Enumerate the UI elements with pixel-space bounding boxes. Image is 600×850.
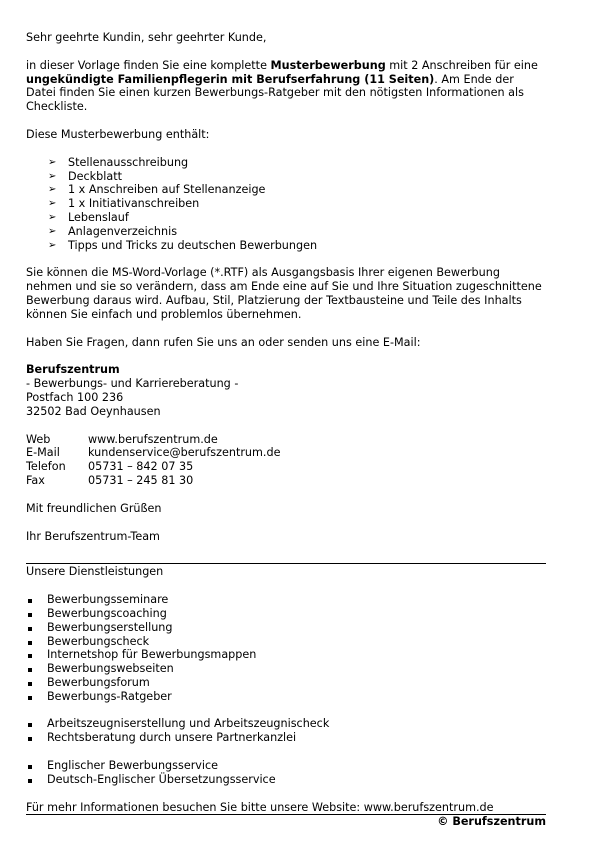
signature: Ihr Berufszentrum-Team — [26, 529, 160, 543]
list-item: Bewerbungswebseiten — [26, 662, 546, 676]
company-name: Berufszentrum — [26, 363, 120, 377]
document-page — [26, 31, 546, 829]
company-city: 32502 Bad Oeynhausen — [26, 404, 161, 418]
list-item: Rechtsberatung durch unsere Partnerkanzlei — [26, 731, 546, 745]
list-item: Bewerbungserstellung — [26, 621, 546, 635]
arrow-bullet-icon: ➢ — [48, 198, 57, 210]
services-list — [26, 593, 546, 703]
usage-paragraph: Sie können die MS-Word-Vorlage (*.RTF) als Ausgangsbasis Ihrer eigenen Bewerbung nehmen und sie so verändern, dass am Ende eine auf Sie und Ihre Situation zugeschnittene Bewerbung daraus wird. Aufbau, Stil, Platzierung der Textbausteine und Teile des Inhalts können Sie einfach und problemlos übernehmen. — [26, 266, 542, 321]
square-bullet-icon — [28, 641, 32, 645]
square-bullet-icon — [28, 779, 32, 783]
table-row: Fax 05731 – 245 81 30 — [26, 474, 280, 488]
list-item: Bewerbungscoaching — [26, 607, 546, 621]
arrow-bullet-icon: ➢ — [48, 225, 57, 237]
services-list-english — [26, 759, 546, 787]
list-item: Bewerbungsseminare — [26, 593, 546, 607]
list-item: Bewerbungscheck — [26, 635, 546, 649]
intro-paragraph — [26, 59, 546, 114]
intro-text-1: in dieser Vorlage finden Sie eine komplette — [26, 58, 271, 72]
table-row: Web www.berufszentrum.de — [26, 433, 280, 447]
square-bullet-icon — [28, 765, 32, 769]
services-heading: Unsere Dienstleistungen — [26, 565, 164, 579]
table-row: E-Mail kundenservice@berufszentrum.de — [26, 446, 281, 460]
square-bullet-icon — [28, 654, 32, 658]
list-item: Internetshop für Bewerbungsmappen — [26, 648, 546, 662]
closing: Mit freundlichen Grüßen — [26, 501, 162, 515]
list-item: ➢ Stellenausschreibung — [48, 155, 189, 169]
contents-list — [26, 156, 546, 253]
arrow-bullet-icon: ➢ — [48, 239, 57, 251]
services-list-legal — [26, 717, 546, 745]
square-bullet-icon — [28, 668, 32, 672]
email-link[interactable]: kundenservice@berufszentrum.de — [88, 446, 281, 460]
list-item: ➢ 1 x Anschreiben auf Stellenanzeige — [48, 183, 266, 197]
phone-number: 05731 – 842 07 35 — [88, 460, 194, 474]
square-bullet-icon — [28, 627, 32, 631]
list-item: Arbeitszeugniserstellung und Arbeitszeugnischeck — [26, 717, 546, 731]
list-item: Bewerbungsforum — [26, 676, 546, 690]
intro-text-3: . Am Ende der Datei finden Sie einen kurzen Bewerbungs-Ratgeber mit den nötigsten Informationen als Checkliste. — [26, 72, 524, 114]
contents-heading: Diese Musterbewerbung enthält: — [26, 127, 210, 141]
square-bullet-icon — [28, 696, 32, 700]
arrow-bullet-icon: ➢ — [48, 170, 57, 182]
fax-number: 05731 – 245 81 30 — [88, 473, 194, 487]
company-tagline: - Bewerbungs- und Karriereberatung - — [26, 377, 239, 391]
company-street: Postfach 100 236 — [26, 390, 124, 404]
intro-text-2: mit 2 Anschreiben für eine — [385, 58, 538, 72]
questions-paragraph: Haben Sie Fragen, dann rufen Sie uns an oder senden uns eine E-Mail: — [26, 335, 421, 349]
contact-table — [26, 433, 280, 488]
square-bullet-icon — [28, 613, 32, 617]
website-link[interactable]: www.berufszentrum.de — [88, 432, 218, 446]
table-row: Telefon 05731 – 842 07 35 — [26, 460, 280, 474]
square-bullet-icon — [28, 682, 32, 686]
arrow-bullet-icon: ➢ — [48, 211, 57, 223]
list-item: ➢ Lebenslauf — [48, 210, 129, 224]
more-info-link[interactable]: Für mehr Informationen besuchen Sie bitte unsere Website: www.berufszentrum.de — [26, 801, 546, 816]
list-item: ➢ Anlagenverzeichnis — [48, 224, 178, 238]
salutation: Sehr geehrte Kundin, sehr geehrter Kunde, — [26, 31, 267, 44]
list-item: Deutsch-Englischer Übersetzungsservice — [26, 773, 546, 787]
list-item: ➢ Deckblatt — [48, 169, 122, 183]
square-bullet-icon — [28, 737, 32, 741]
list-item: Englischer Bewerbungsservice — [26, 759, 546, 773]
copyright: © Berufszentrum — [437, 815, 546, 829]
intro-bold-2: ungekündigte Familienpflegerin mit Berufserfahrung (11 Seiten) — [26, 72, 435, 86]
arrow-bullet-icon: ➢ — [48, 156, 57, 168]
square-bullet-icon — [28, 723, 32, 727]
divider — [26, 563, 546, 564]
square-bullet-icon — [28, 599, 32, 603]
list-item: ➢ Tipps und Tricks zu deutschen Bewerbungen — [48, 238, 318, 252]
arrow-bullet-icon: ➢ — [48, 184, 57, 196]
intro-bold-1: Musterbewerbung — [270, 58, 386, 72]
list-item: ➢ 1 x Initiativanschreiben — [48, 197, 200, 211]
list-item: Bewerbungs-Ratgeber — [26, 690, 546, 704]
